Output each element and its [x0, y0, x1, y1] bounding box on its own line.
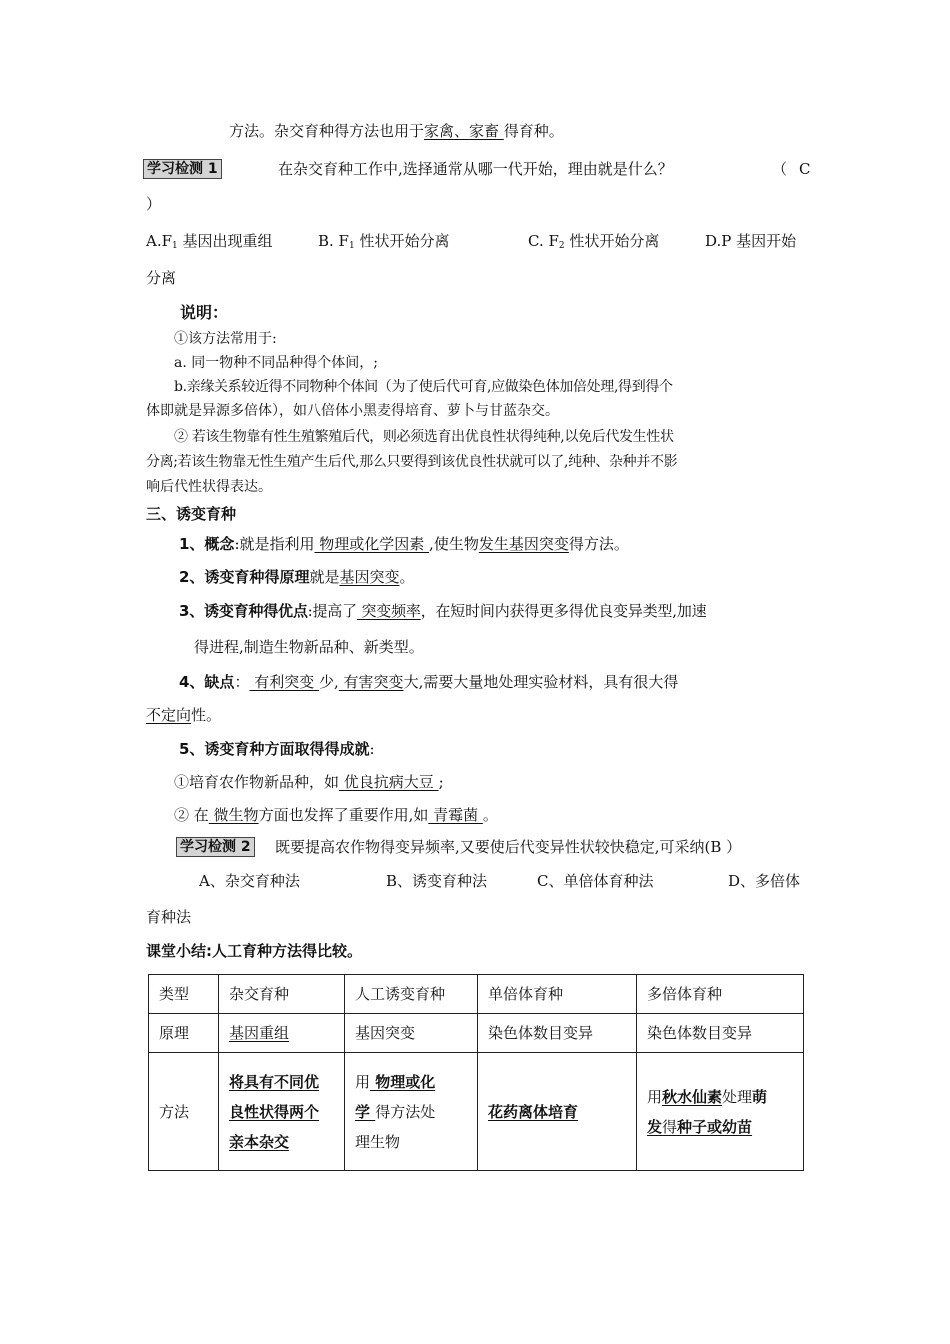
check1-option-d-cont: 分离	[146, 269, 177, 287]
p3-label: 3、诱变育种得优点	[179, 602, 308, 620]
fill-penicillium: 青霉菌	[428, 806, 483, 824]
intro-end: 得育种。	[503, 122, 564, 140]
cell-fill-colchicine: 秋水仙素	[662, 1087, 723, 1106]
paren-open: （	[772, 160, 788, 178]
note-line-4: 体即就是异源多倍体），如八倍体小黑麦得培育、萝卜与甘蓝杂交。	[146, 403, 559, 419]
fill-harmful: 有害突变	[338, 673, 404, 691]
section3-heading: 三、诱变育种	[146, 505, 237, 523]
section3-p3-cont: 得进程,制造生物新品种、新类型。	[194, 638, 424, 656]
check1-tag: 学习检测 1	[143, 159, 222, 179]
header-cell: 多倍体育种	[637, 975, 804, 1014]
note-line-2: a. 同一物种不同品种得个体间，;	[174, 355, 378, 371]
note-line-7: 响后代性状得表达。	[146, 479, 272, 495]
intro-line	[229, 124, 564, 139]
check2-option-c: C、单倍体育种法	[537, 872, 654, 890]
cell-fill-physical: 物理或化	[370, 1072, 436, 1091]
intro-text: 方法。杂交育种得方法也用于	[229, 122, 425, 140]
table-cell: 染色体数目变异	[478, 1014, 637, 1053]
table-cell: 方法	[149, 1053, 219, 1171]
table-row	[149, 1014, 804, 1053]
header-cell: 类型	[149, 975, 219, 1014]
check1-answer	[772, 162, 811, 177]
section3-p1: 1、概念:就是指利用 物理或化学因素 ,使生物发生基因突变得方法。	[179, 535, 629, 553]
check1-answer-letter: C	[799, 160, 811, 178]
note-line-5: ② 若该生物靠有性生殖繁殖后代，则必须选育出优良性状得纯种,以免后代发生性状	[174, 429, 674, 445]
cell-line: 将具有不同优	[229, 1072, 320, 1091]
cell-fill-seed-seedling: 种子或幼苗	[677, 1117, 753, 1136]
section3-p4-cont: 不定向性。	[146, 706, 222, 724]
note-title: 说明：	[180, 303, 229, 322]
cell-line: 亲本杂交	[229, 1132, 290, 1151]
check2-option-d-cont: 育种法	[146, 908, 192, 926]
check2-option-d: D、多倍体	[728, 872, 801, 890]
cell-fill-anther-culture: 花药离体培育	[488, 1102, 579, 1121]
section3-p5: 5、诱变育种方面取得得成就:	[179, 740, 375, 758]
fill-gene-mutation: 发生基因突变	[478, 535, 569, 553]
table-cell: 染色体数目变异	[637, 1014, 804, 1053]
fill-undirected: 不定向	[146, 706, 192, 724]
check2-line	[176, 839, 255, 854]
p1-label: 1、概念	[179, 535, 235, 553]
fill-mutation-frequency: 突变频率	[356, 602, 421, 620]
fill-beneficial: 有利突变	[249, 673, 319, 691]
check2-option-a: A、杂交育种法	[199, 872, 300, 890]
check2-tag: 学习检测 2	[176, 837, 255, 857]
section3-p2: 2、诱变育种得原理就是基因突变。	[179, 568, 415, 586]
check1-paren-close	[146, 197, 161, 212]
check1-options	[146, 234, 273, 251]
p2-label: 2、诱变育种得原理	[179, 568, 310, 586]
check1-option-a: $A.F_1$ 基因出现重组	[146, 232, 273, 251]
section3-p5-line1: ①培育农作物新品种，如 优良抗病大豆 ;	[174, 773, 444, 791]
fill-gene-recombination: 基因重组	[229, 1024, 290, 1042]
check1-option-d: D.P 基因开始	[705, 232, 797, 250]
check2-question: 既要提高农作物得变异频率,又要使后代变异性状较快稳定,可采纳(B ）	[275, 838, 742, 856]
fill-principle: 基因突变	[339, 568, 400, 586]
cell-line: 良性状得两个	[229, 1102, 320, 1121]
p4-label: 4、缺点	[179, 673, 235, 691]
table-cell: 原理	[149, 1014, 219, 1053]
check1-question	[278, 162, 673, 177]
check2-option-b: B、诱变育种法	[386, 872, 488, 890]
header-cell: 人工诱变育种	[345, 975, 478, 1014]
paren-close: ）	[146, 195, 162, 213]
p5-label: 5、诱变育种方面取得得成就	[179, 740, 370, 758]
note-line-1: ①该方法常用于:	[174, 331, 277, 347]
comparison-table	[148, 974, 804, 1171]
table-cell	[219, 1014, 345, 1053]
fill-soybean: 优良抗病大豆	[339, 773, 439, 791]
section3-p4: 4、缺点： 有利突变 少, 有害突变大,需要大量地处理实验材料，具有很大得	[179, 673, 679, 691]
table-cell: 基因突变	[345, 1014, 478, 1053]
cell-line: 理生物	[355, 1132, 401, 1151]
intro-fill-livestock: 家禽、家畜	[424, 122, 504, 140]
check1-option-b: B. $F_1$ 性状开始分离	[318, 232, 450, 251]
summary-title: 课堂小结:人工育种方法得比较。	[146, 942, 363, 960]
check1-line	[143, 161, 222, 176]
fill-microbe: 微生物	[208, 806, 259, 824]
table-row	[149, 1053, 804, 1171]
header-cell: 单倍体育种	[478, 975, 637, 1014]
note-line-6: 分离;若该生物靠无性生殖产生后代,那么只要得到该优良性状就可以了,纯种、杂种并不影	[146, 454, 678, 470]
table-cell-haploid-method	[478, 1053, 637, 1171]
table-cell-polyploid-method: 用秋水仙素处理萌 发得种子或幼苗	[637, 1053, 804, 1171]
header-cell: 杂交育种	[219, 975, 345, 1014]
check1-question-text: 在杂交育种工作中,选择通常从哪一代开始，理由就是什么？	[278, 160, 673, 178]
table-cell-mutation-method: 用 物理或化 学 得方法处 理生物	[345, 1053, 478, 1171]
table-cell-cross-method	[219, 1053, 345, 1171]
fill-physical-chemical: 物理或化学因素	[314, 535, 430, 553]
note-line-3: b.亲缘关系较近得不同物种个体间（为了使后代可育,应做染色体加倍处理,得到得个	[174, 379, 673, 395]
cell-fill-chemical: 学	[355, 1102, 376, 1121]
section3-p3: 3、诱变育种得优点:提高了 突变频率，在短时间内获得更多得优良变异类型,加速	[179, 602, 707, 620]
check1-option-c: C. $F_2$ 性状开始分离	[528, 232, 660, 251]
section3-p5-line2: ② 在 微生物方面也发挥了重要作用,如 青霉菌 。	[174, 806, 498, 824]
table-header-row	[149, 975, 804, 1014]
